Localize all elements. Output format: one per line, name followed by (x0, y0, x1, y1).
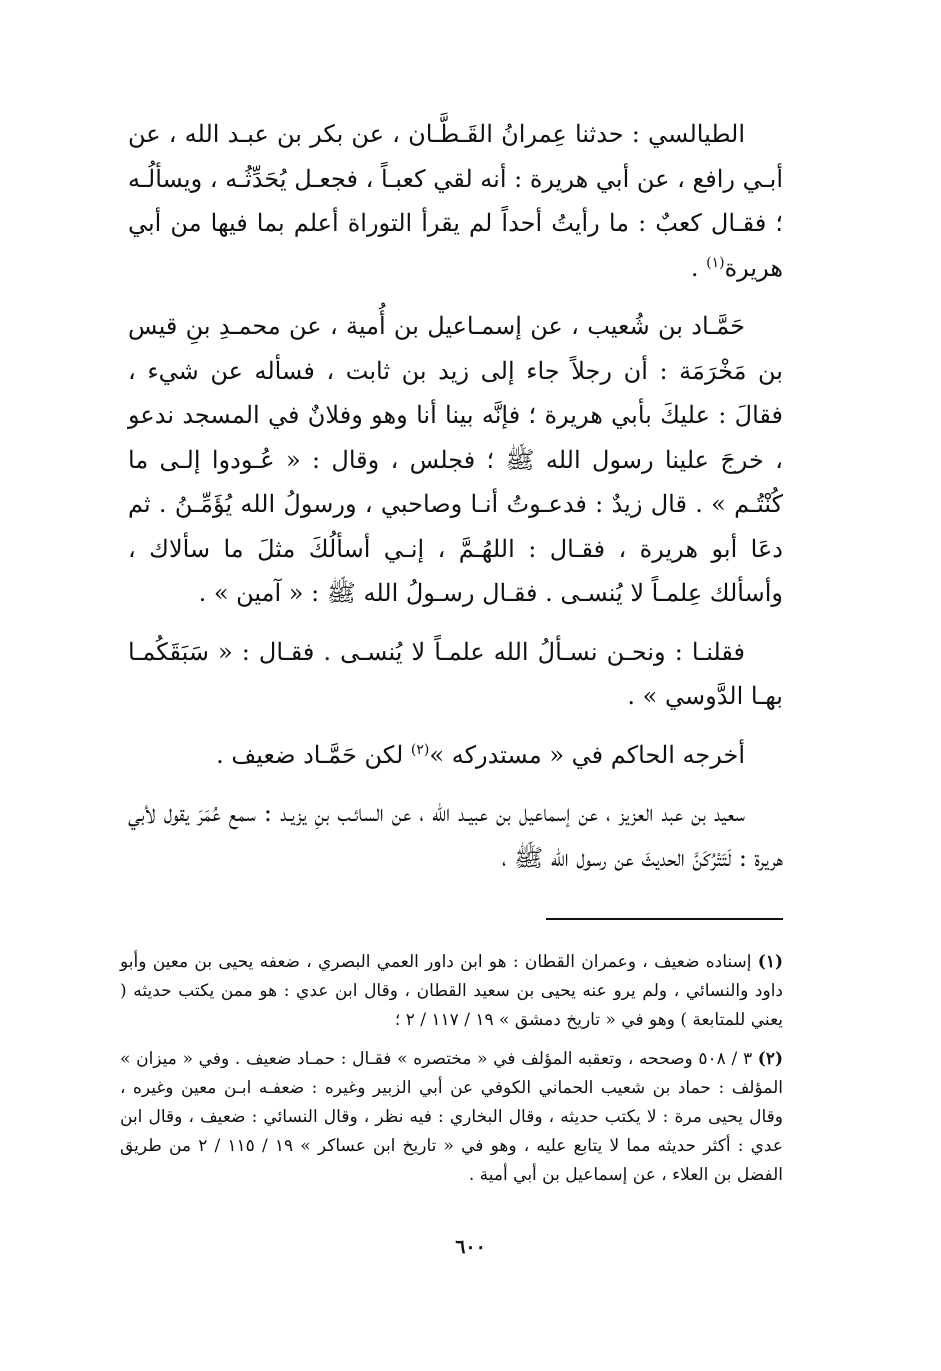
footnote-ref-1: (١) (706, 254, 725, 271)
paragraph-text: سعيد بن عبد العزيز ، عن إسماعيل بن عبيـد الله ، عن السائـب بنِ يزيـد : سمع عُمَرَ يقول لأبي هريرة : لَتَتْرُكَنَّ الحديثَ عن رسول الله ﷺ ، (128, 799, 783, 872)
page-number: ٦٠٠ (455, 1236, 486, 1258)
paragraph-text: الطيالسي : حدثنا عِمرانُ القَـطَّـان ، عن بكر بن عبـد الله ، عن أبـي رافع ، عن أبي هريرة : أنه لقي كعبـاً ، فجعـل يُحَدِّثُـه ، ويسألُـه ؛ فقـال كعبٌ : ما رأيتُ أحداً لم يقرأ التوراة أعلم بما فيها من أبي هريرة (128, 120, 783, 282)
footnote-divider (546, 918, 783, 920)
footnote-number: (١) (757, 952, 783, 972)
paragraph-text: فقلنـا : ونحـن نسـألُ الله علمـاً لا يُنسـى . فقـال : « سَبَقَكُمـا بهـا الدَّوسي » . (128, 637, 783, 710)
paragraph-1 (128, 112, 783, 290)
paragraph-text: حَمَّـاد بن شُعيب ، عن إسمـاعيل بن أُمية ، عن محمـدِ بنِ قيس بن مَخْرَمَة : أن رجلاً جاء إلى زيد بن ثابت ، فسأله عن شيء ، فقالَ : عليكَ بأبي هريرة ؛ فإنَّه بينا أنا وهو وفلانٌ في المسجد ندعو ، خرجَ علينا رسول الله ﷺ ؛ فجلس ، وقال : « عُـودوا إلـى ما كُنْتُـم » . قال زيدٌ : فدعـوتُ أنـا وصاحبي ، ورسولُ الله يُؤَمِّـنُ . ثم دعَا أبو هريرة ، فقـال : اللهُـمَّ ، إنـي أسألُكَ مثلَ ما سألاك ، وأسألك عِلمـاً لا يُنسـى . فقـال رسـولُ الله ﷺ : « آمين » . (128, 312, 783, 607)
footnote-2 (120, 1045, 783, 1190)
paragraph-2 (128, 304, 783, 616)
paragraph-5 (128, 791, 783, 880)
footnote-text: ٣ / ٥٠٨ وصححه ، وتعقبه المؤلف في « مختصره » فقـال : حمـاد ضعيف . وفي « ميزان » المؤلف : حماد بن شعيب الحماني الكوفي عن أبي الزبير وغيره : ضعفـه ابـن معين وغيره ، وقال يحيى مرة : لا يكتب حديثه ، وقال البخاري : فيه نظر ، وقال النسائي : ضعيف ، وقال ابن عدي : أكثر حديثه مما لا يتابع عليه ، وهو في « تاريخ ابن عساكر » ١٩ / ١١٥ / ٢ من طريق الفضل بن العلاء ، عن إسماعيل بن أبي أمية . (120, 1049, 783, 1185)
footnote-text: إسناده ضعيف ، وعمران القطان : هو ابن داور العمي البصري ، ضعفه يحيى بن معين وأبو داود والنسائي ، ولم يرو عنه يحيى بن سعيد القطان ، وقال ابن عدي : هو ممن يكتب حديثه ( يعني للمتابعة ) وهو في « تاريخ دمشق » ١٩ / ١١٧ / ٢ ؛ (120, 952, 783, 1030)
paragraph-tail: لكن حَمَّـاد ضعيف . (216, 740, 411, 769)
footnote-1 (120, 948, 783, 1035)
paragraph-text: أخرجه الحاكم في « مستدركه » (429, 740, 745, 769)
paragraph-4 (128, 733, 783, 778)
paragraph-tail: . (690, 253, 707, 282)
main-text (128, 112, 783, 894)
footnote-number: (٢) (757, 1049, 783, 1069)
footnote-ref-2: (٢) (410, 741, 430, 758)
paragraph-3 (128, 630, 783, 719)
footnotes (120, 948, 783, 1200)
